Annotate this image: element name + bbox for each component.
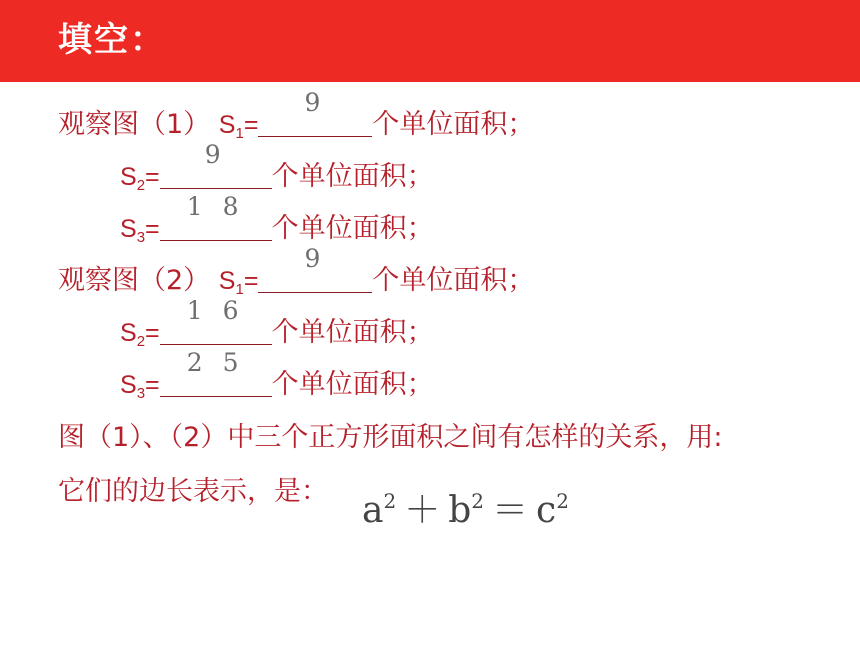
formula-c-exp: 2 [556, 489, 569, 513]
fig1-s1-answer: 9 [304, 88, 327, 117]
fig2-s2-answer: 1 6 [186, 296, 245, 325]
formula-equals: ＝ [492, 490, 529, 531]
fig1-s2-label: $S_2=$ [120, 163, 160, 194]
fig1-s2-answer: 9 [204, 140, 227, 169]
formula-b-exp: 2 [471, 489, 484, 513]
fig1-s3-blank[interactable] [160, 192, 272, 241]
fig2-s3-answer: 2 5 [186, 348, 245, 377]
fig2-s2-suffix: 个单位面积； [271, 317, 434, 348]
fig1-s2-blank[interactable] [160, 140, 272, 189]
fig1-s2-suffix: 个单位面积； [271, 161, 434, 192]
formula-c: c [536, 490, 557, 531]
fig2-s3-label: $S_3=$ [120, 371, 160, 402]
question-line-2: 它们的边长表示，是： [58, 476, 328, 507]
fig1-s1-suffix: 个单位面积； [372, 109, 535, 140]
fig2-s2-blank[interactable] [160, 296, 272, 345]
fig2-s3-suffix: 个单位面积； [271, 369, 434, 400]
question-line-1: 图（1）、（2）中三个正方形面积之间有怎样的关系，用: [58, 422, 723, 453]
fig2-s1-suffix: 个单位面积； [372, 265, 535, 296]
fig1-s1-blank[interactable] [258, 88, 372, 137]
fig2-s1-blank[interactable] [258, 244, 372, 293]
page-title: 填空： [58, 20, 166, 60]
fig1-s3-suffix: 个单位面积； [271, 213, 434, 244]
fig1-s1-line [58, 88, 535, 151]
title-bar [0, 0, 860, 82]
fig1-s1-label: $S_1=$ [218, 111, 259, 142]
fig1-s3-answer: 1 8 [186, 192, 245, 221]
fig2-s1-line [58, 244, 535, 307]
fig2-s1-label: $S_1=$ [218, 267, 259, 298]
formula-a-exp: 2 [383, 489, 397, 513]
fig2-s1-answer: 9 [304, 244, 327, 273]
fig1-s3-label: $S_3=$ [120, 215, 160, 246]
formula-plus: ＋ [404, 490, 441, 531]
fig2-s3-blank[interactable] [160, 348, 272, 397]
formula-a: a [362, 490, 384, 531]
fig2-s3-line [120, 348, 434, 411]
fig2-s2-label: $S_2=$ [120, 319, 160, 350]
fig2-prefix: 观察图（2） [58, 265, 211, 296]
fig1-prefix: 观察图（1） [58, 109, 211, 140]
formula-b: b [448, 490, 472, 531]
pythagorean-formula [362, 482, 569, 533]
